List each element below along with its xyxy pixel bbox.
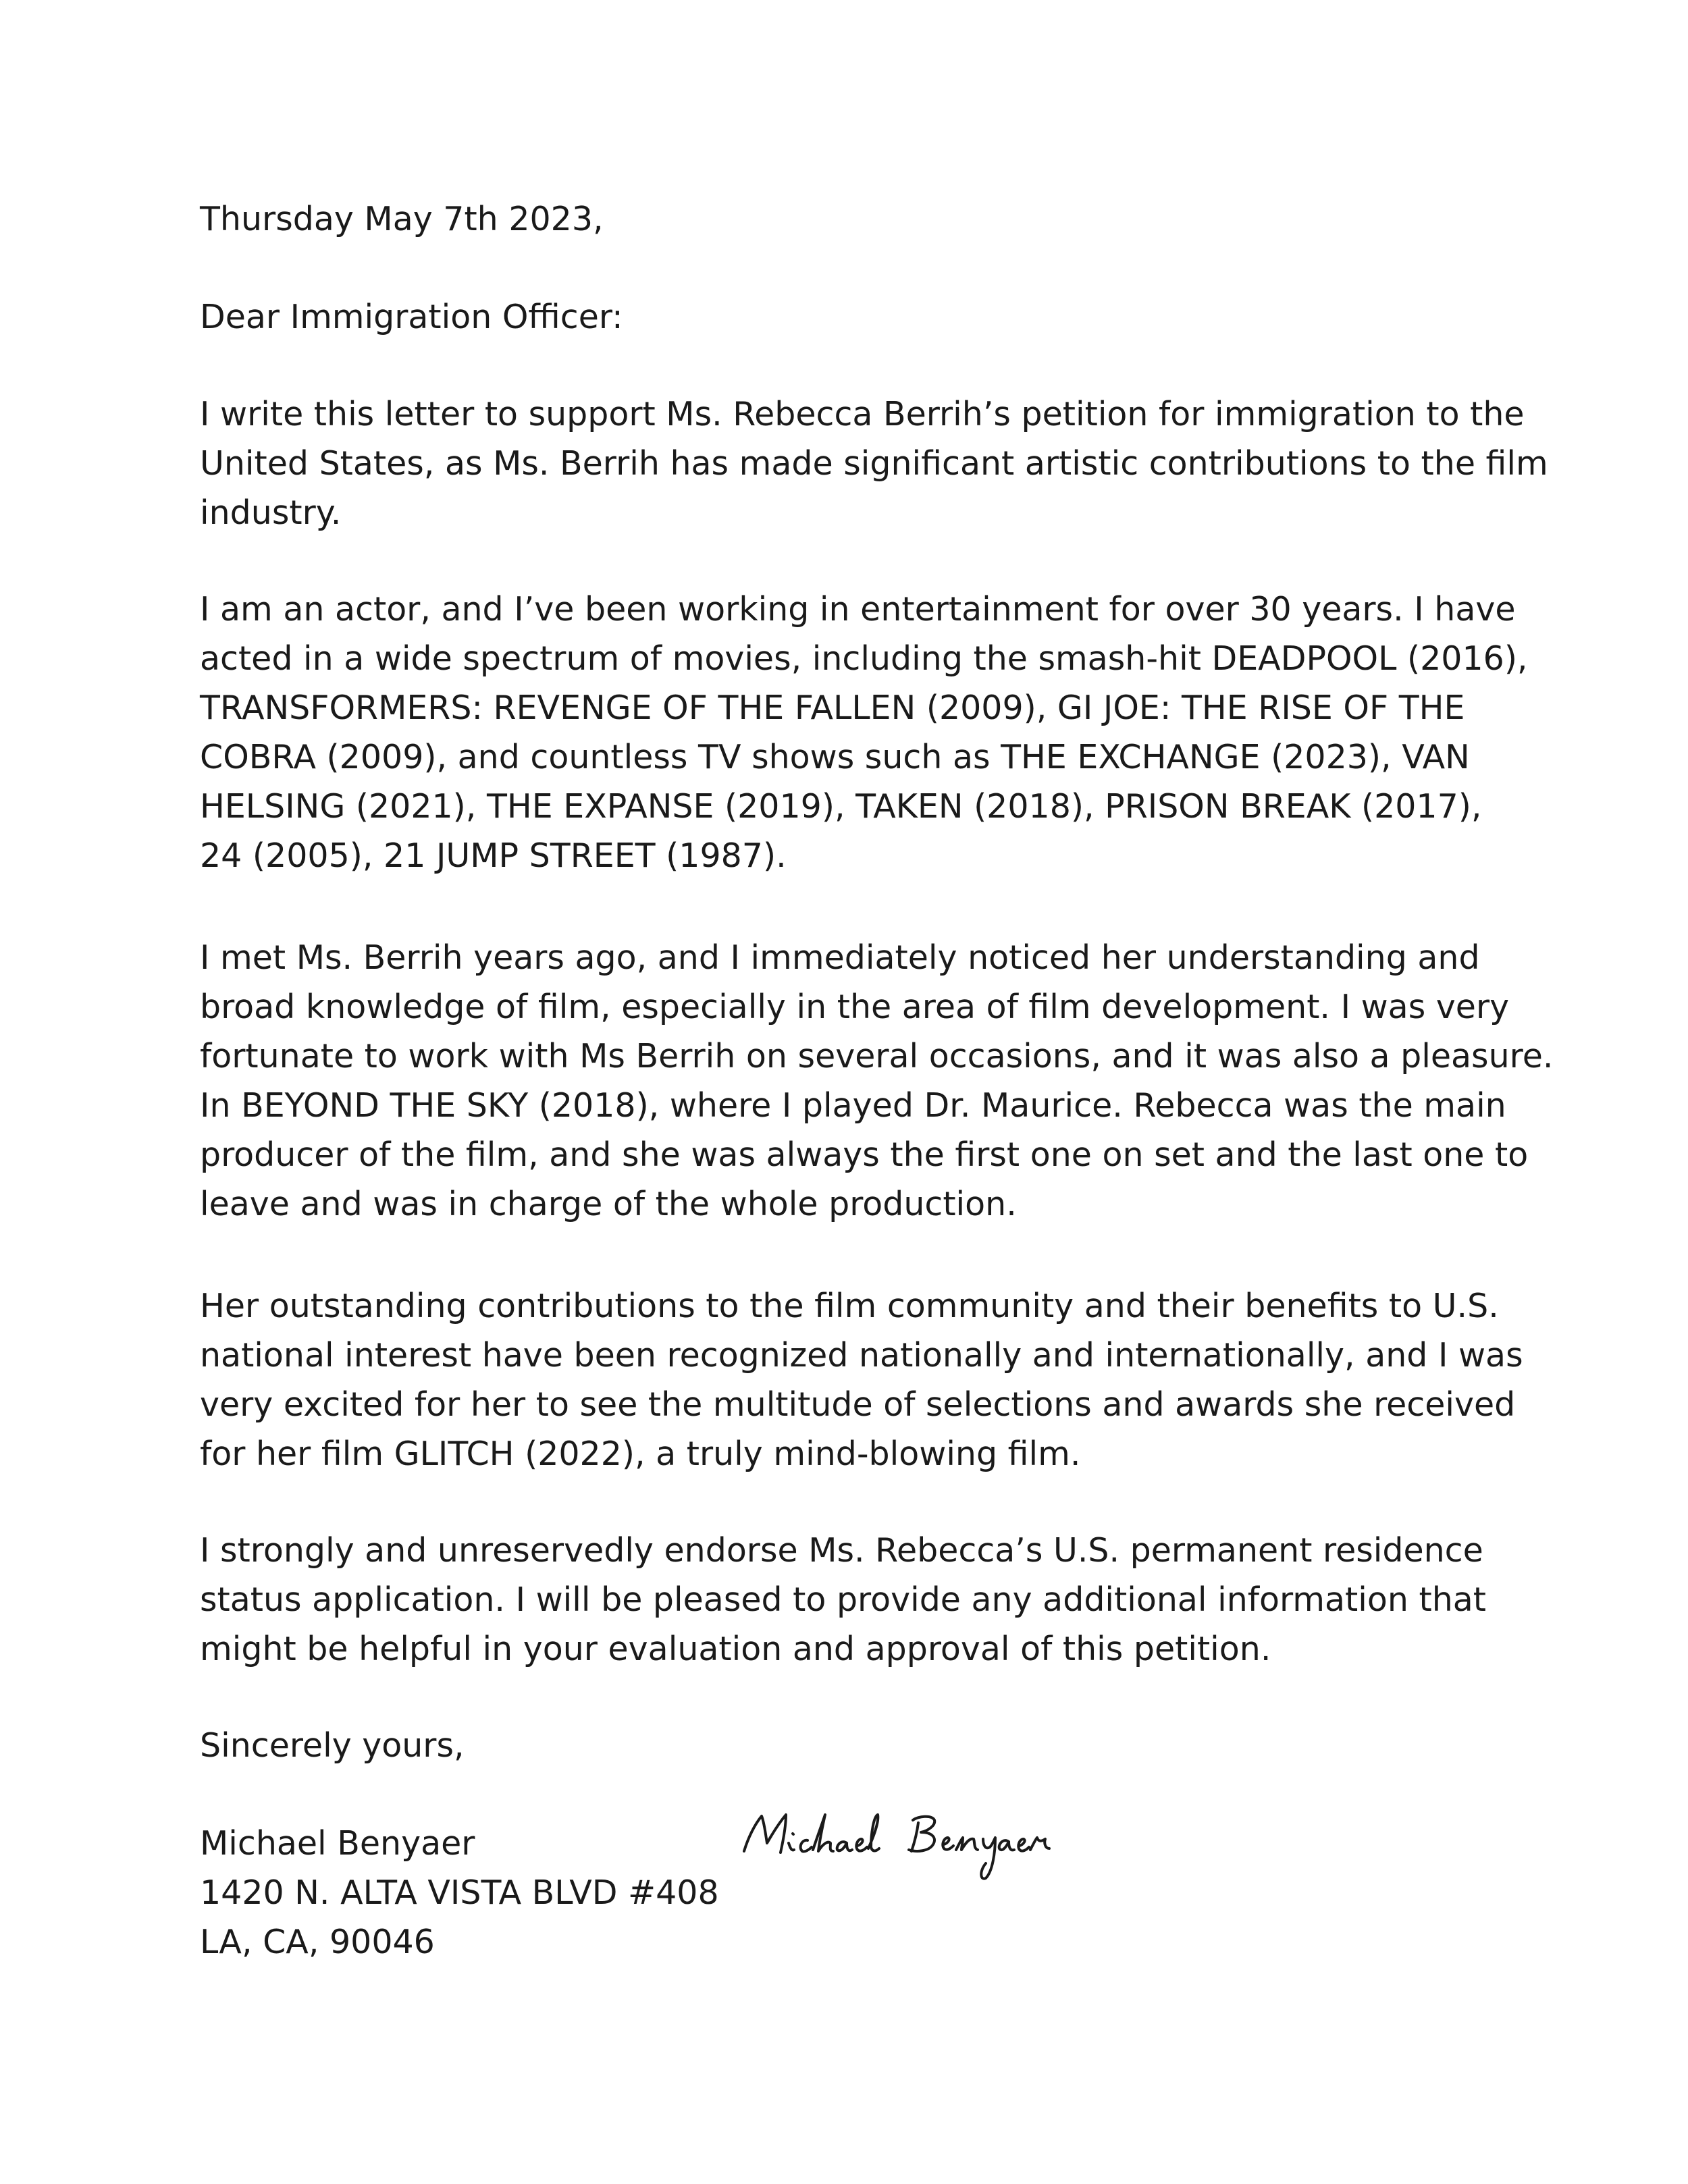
closing-text: Sincerely yours, (200, 1726, 465, 1765)
sender-address-line1: 1420 N. ALTA VISTA BLVD #408 (200, 1873, 719, 1912)
paragraph-line: I am an actor, and I’ve been working in entertainment for over 30 years. I have (200, 590, 1516, 629)
paragraph-line: industry. (200, 494, 342, 532)
closing (200, 1721, 1523, 1770)
paragraph-line: broad knowledge of film, especially in the area of film development. I was very (200, 988, 1510, 1026)
paragraph-line: national interest have been recognized nationally and internationally, and I was (200, 1336, 1523, 1375)
paragraph-line: producer of the film, and she was always the first one on set and the last one to (200, 1136, 1529, 1174)
paragraph-line: for her film GLITCH (2022), a truly mind-blowing film. (200, 1435, 1081, 1473)
paragraph-line: I strongly and unreservedly endorse Ms. Rebecca’s U.S. permanent residence (200, 1531, 1483, 1570)
paragraph-line: COBRA (2009), and countless TV shows such as THE EXCHANGE (2023), VAN (200, 738, 1470, 776)
paragraph-line: I write this letter to support Ms. Rebecca Berrih’s petition for immigration to the (200, 395, 1525, 433)
paragraph-1 (200, 390, 1548, 537)
date-text: Thursday May 7th 2023, (200, 200, 604, 238)
paragraph-5 (200, 1526, 1523, 1674)
paragraph-line: very excited for her to see the multitude of selections and awards she received (200, 1385, 1516, 1424)
salutation (200, 292, 1523, 342)
salutation-text: Dear Immigration Officer: (200, 298, 623, 336)
sender-address-line2: LA, CA, 90046 (200, 1923, 435, 1961)
paragraph-line: acted in a wide spectrum of movies, including the smash-hit DEADPOOL (2016), (200, 639, 1528, 678)
paragraph-line: 24 (2005), 21 JUMP STREET (1987). (200, 836, 787, 875)
paragraph-line: TRANSFORMERS: REVENGE OF THE FALLEN (2009), GI JOE: THE RISE OF THE (200, 689, 1465, 727)
paragraph-line: leave and was in charge of the whole production. (200, 1185, 1017, 1223)
paragraph-line: might be helpful in your evaluation and approval of this petition. (200, 1630, 1271, 1668)
paragraph-line: Her outstanding contributions to the film community and their benefits to U.S. (200, 1287, 1499, 1325)
paragraph-2 (200, 585, 1528, 880)
paragraph-line: I met Ms. Berrih years ago, and I immediately noticed her understanding and (200, 938, 1480, 977)
paragraph-line: United States, as Ms. Berrih has made significant artistic contributions to the film (200, 444, 1548, 483)
paragraph-line: HELSING (2021), THE EXPANSE (2019), TAKEN (2018), PRISON BREAK (2017), (200, 787, 1482, 826)
letter-date (200, 194, 1523, 244)
paragraph-line: status application. I will be pleased to provide any additional information that (200, 1580, 1486, 1619)
paragraph-4 (200, 1281, 1523, 1479)
sender-name: Michael Benyaer (200, 1824, 475, 1863)
paragraph-line: fortunate to work with Ms Berrih on several occasions, and it was also a pleasure. (200, 1037, 1554, 1075)
paragraph-3 (200, 933, 1554, 1229)
handwritten-signature (736, 1796, 1114, 1897)
paragraph-line: In BEYOND THE SKY (2018), where I played Dr. Maurice. Rebecca was the main (200, 1086, 1506, 1125)
